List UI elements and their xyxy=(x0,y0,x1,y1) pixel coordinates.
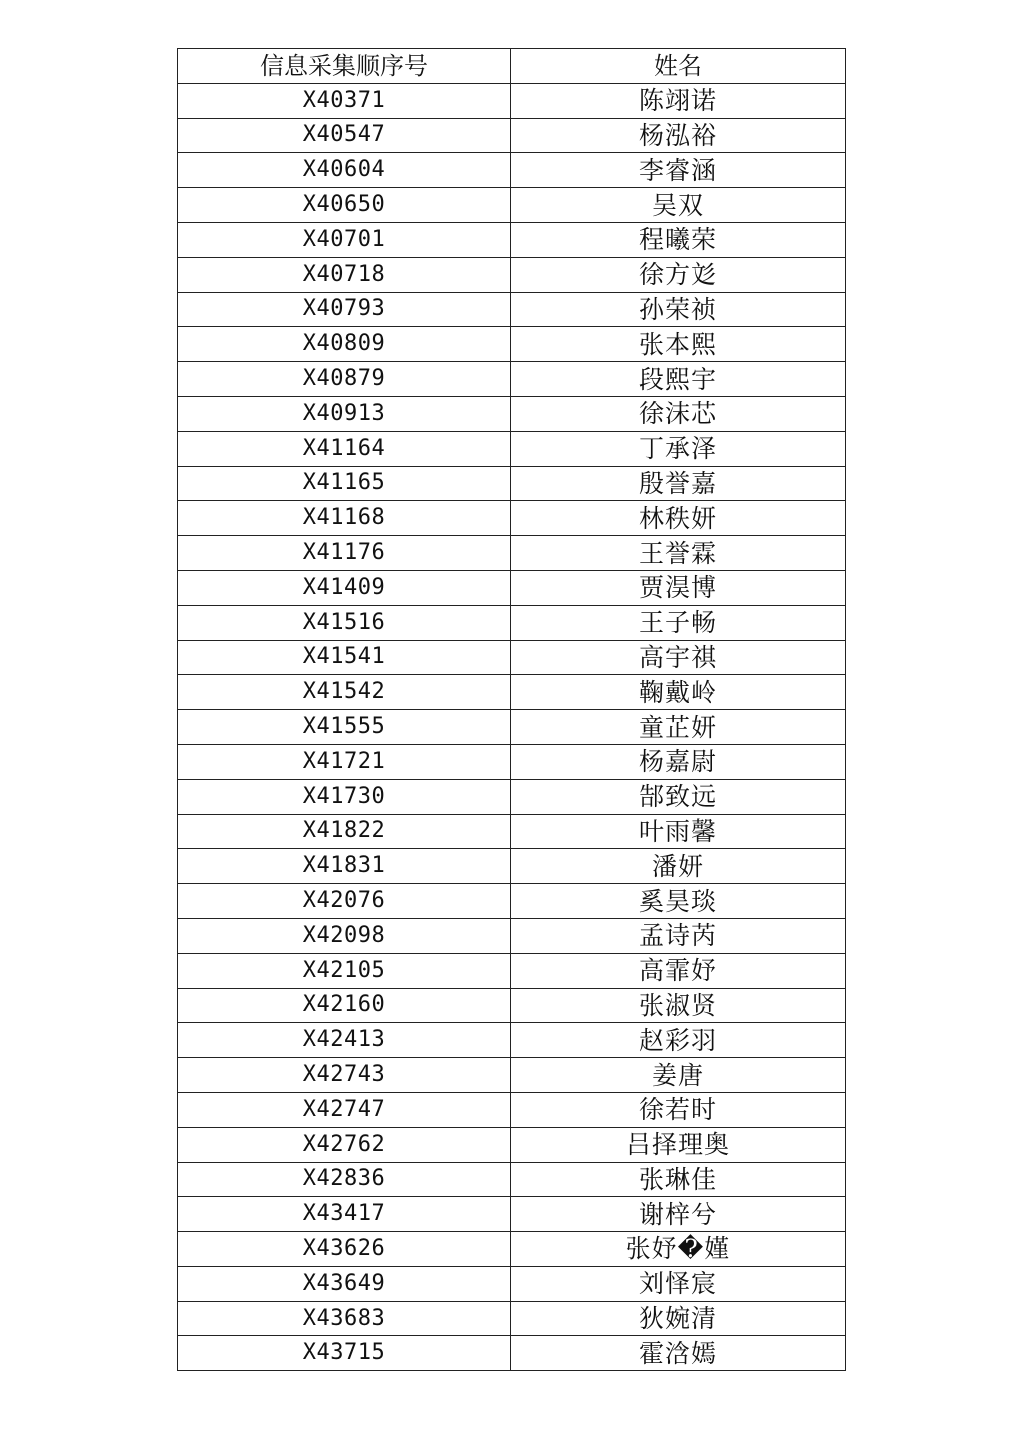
header-row xyxy=(178,49,846,84)
name-cell: 陈翊诺 xyxy=(511,83,846,118)
table-row xyxy=(178,1127,846,1162)
sequence-number-cell: X40913 xyxy=(178,396,511,431)
name-cell: 霍浛嫣 xyxy=(511,1336,846,1371)
name-cell: 李睿涵 xyxy=(511,153,846,188)
sequence-number-cell: X43649 xyxy=(178,1266,511,1301)
name-cell: 狄婉清 xyxy=(511,1301,846,1336)
sequence-number-cell: X41831 xyxy=(178,849,511,884)
table-row xyxy=(178,918,846,953)
name-cell: 王誉霖 xyxy=(511,536,846,571)
sequence-number-cell: X41176 xyxy=(178,536,511,571)
table-row xyxy=(178,570,846,605)
table-row xyxy=(178,431,846,466)
sequence-number-cell: X42105 xyxy=(178,953,511,988)
sequence-number-cell: X41721 xyxy=(178,744,511,779)
name-cell: 孟诗芮 xyxy=(511,918,846,953)
name-cell: 孙荣祯 xyxy=(511,292,846,327)
name-cell: 王子畅 xyxy=(511,605,846,640)
sequence-number-cell: X43683 xyxy=(178,1301,511,1336)
name-cell: 徐方彣 xyxy=(511,257,846,292)
table-row xyxy=(178,292,846,327)
table-row xyxy=(178,779,846,814)
table-row xyxy=(178,466,846,501)
sequence-number-cell: X40718 xyxy=(178,257,511,292)
name-cell: 刘怿宸 xyxy=(511,1266,846,1301)
table-row xyxy=(178,884,846,919)
sequence-number-cell: X41168 xyxy=(178,501,511,536)
sequence-number-cell: X41409 xyxy=(178,570,511,605)
table-row xyxy=(178,257,846,292)
name-cell: 高宇祺 xyxy=(511,640,846,675)
name-cell: 徐若时 xyxy=(511,1092,846,1127)
table-row xyxy=(178,814,846,849)
sequence-number-cell: X40879 xyxy=(178,362,511,397)
sequence-number-cell: X43417 xyxy=(178,1197,511,1232)
name-cell: 张淑贤 xyxy=(511,988,846,1023)
sequence-number-cell: X42098 xyxy=(178,918,511,953)
name-cell: 奚昊琰 xyxy=(511,884,846,919)
name-cell: 赵彩羽 xyxy=(511,1023,846,1058)
name-cell: 张本熙 xyxy=(511,327,846,362)
table-row xyxy=(178,396,846,431)
table-row xyxy=(178,1197,846,1232)
sequence-number-cell: X40371 xyxy=(178,83,511,118)
table-row xyxy=(178,1301,846,1336)
table-row xyxy=(178,1092,846,1127)
table-row xyxy=(178,1162,846,1197)
name-cell: 潘妍 xyxy=(511,849,846,884)
name-cell: 张琳佳 xyxy=(511,1162,846,1197)
sequence-number-cell: X41516 xyxy=(178,605,511,640)
table-row xyxy=(178,501,846,536)
table-row xyxy=(178,188,846,223)
sequence-number-cell: X42743 xyxy=(178,1058,511,1093)
sequence-number-cell: X41822 xyxy=(178,814,511,849)
sequence-number-cell: X42747 xyxy=(178,1092,511,1127)
table-row xyxy=(178,744,846,779)
table-row xyxy=(178,362,846,397)
sequence-number-cell: X42762 xyxy=(178,1127,511,1162)
sequence-number-cell: X41555 xyxy=(178,710,511,745)
table-row xyxy=(178,849,846,884)
table-row xyxy=(178,222,846,257)
name-cell: 吴双 xyxy=(511,188,846,223)
roster-table xyxy=(177,48,846,1371)
sequence-number-cell: X40793 xyxy=(178,292,511,327)
name-cell: 吕择理奥 xyxy=(511,1127,846,1162)
sequence-number-cell: X40809 xyxy=(178,327,511,362)
sequence-number-cell: X40701 xyxy=(178,222,511,257)
name-cell: 高霏妤 xyxy=(511,953,846,988)
name-cell: 杨嘉尉 xyxy=(511,744,846,779)
sequence-number-cell: X40547 xyxy=(178,118,511,153)
name-cell: 谢梓兮 xyxy=(511,1197,846,1232)
table-row xyxy=(178,953,846,988)
name-cell: 贾淏博 xyxy=(511,570,846,605)
name-cell: 丁承泽 xyxy=(511,431,846,466)
name-cell: 张妤�嫤 xyxy=(511,1232,846,1267)
table-row xyxy=(178,1232,846,1267)
table-row xyxy=(178,988,846,1023)
header-sequence-number: 信息采集顺序号 xyxy=(178,49,511,84)
name-cell: 徐沫芯 xyxy=(511,396,846,431)
sequence-number-cell: X42160 xyxy=(178,988,511,1023)
table-row xyxy=(178,675,846,710)
sequence-number-cell: X41541 xyxy=(178,640,511,675)
sequence-number-cell: X41165 xyxy=(178,466,511,501)
sequence-number-cell: X43715 xyxy=(178,1336,511,1371)
table-row xyxy=(178,605,846,640)
header-name: 姓名 xyxy=(511,49,846,84)
table-row xyxy=(178,1058,846,1093)
name-cell: 郜致远 xyxy=(511,779,846,814)
name-cell: 杨泓裕 xyxy=(511,118,846,153)
sequence-number-cell: X40650 xyxy=(178,188,511,223)
table-row xyxy=(178,83,846,118)
name-cell: 童芷妍 xyxy=(511,710,846,745)
table-row xyxy=(178,118,846,153)
name-cell: 姜唐 xyxy=(511,1058,846,1093)
sequence-number-cell: X42076 xyxy=(178,884,511,919)
sequence-number-cell: X43626 xyxy=(178,1232,511,1267)
name-cell: 林秩妍 xyxy=(511,501,846,536)
sequence-number-cell: X42836 xyxy=(178,1162,511,1197)
table-row xyxy=(178,153,846,188)
name-cell: 段熙宇 xyxy=(511,362,846,397)
table-row xyxy=(178,640,846,675)
table-row xyxy=(178,1336,846,1371)
table-row xyxy=(178,1266,846,1301)
table-row xyxy=(178,1023,846,1058)
sequence-number-cell: X41164 xyxy=(178,431,511,466)
table-body xyxy=(178,83,846,1370)
table-row xyxy=(178,327,846,362)
table-row xyxy=(178,710,846,745)
sequence-number-cell: X41730 xyxy=(178,779,511,814)
table-row xyxy=(178,536,846,571)
sequence-number-cell: X40604 xyxy=(178,153,511,188)
sequence-number-cell: X41542 xyxy=(178,675,511,710)
name-cell: 叶雨馨 xyxy=(511,814,846,849)
sequence-number-cell: X42413 xyxy=(178,1023,511,1058)
name-cell: 程曦荣 xyxy=(511,222,846,257)
name-cell: 殷誉嘉 xyxy=(511,466,846,501)
name-cell: 鞠戴岭 xyxy=(511,675,846,710)
